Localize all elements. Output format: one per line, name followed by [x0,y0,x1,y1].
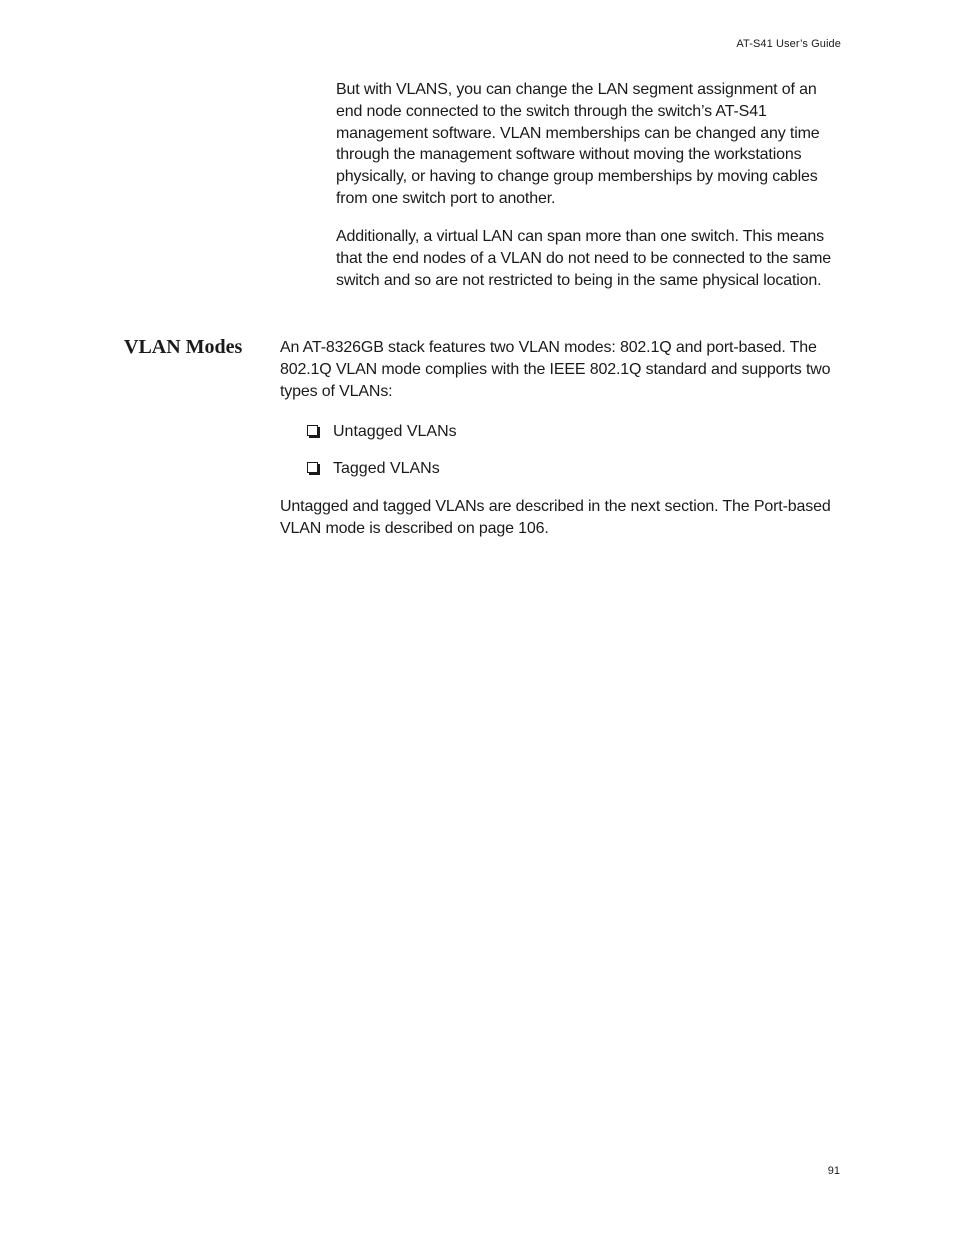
list-item-label: Untagged VLANs [333,423,457,440]
page-number: 91 [827,1165,840,1177]
running-header: AT-S41 User’s Guide [736,38,841,50]
paragraph-vlan-span: Additionally, a virtual LAN can span more than one switch. This means that the end nodes of a VLAN do not need to be connected to the same switch and so are not restricted to being in the same physical location. [336,228,832,289]
checkbox-bullet-icon [307,462,318,473]
list-item-untagged-vlans [307,421,457,443]
paragraph-vlan-modes-intro: An AT-8326GB stack features two VLAN modes: 802.1Q and port-based. The 802.1Q VLAN mode complies with the IEEE 802.1Q standard and supports two types of VLANs: [280,339,831,400]
paragraph-vlan-modes-closing: Untagged and tagged VLANs are described in the next section. The Port-based VLAN mode is described on page 106. [280,498,831,537]
section-heading-vlan-modes: VLAN Modes [124,336,243,358]
checkbox-bullet-icon [307,425,318,436]
list-item-label: Tagged VLANs [333,460,440,477]
paragraph-vlan-reassignment: But with VLANS, you can change the LAN segment assignment of an end node connected to the switch through the switch’s AT-S41 management software. VLAN memberships can be changed any time through the management software without moving the workstations physically, or having to change group memberships by moving cables from one switch port to another. [336,81,820,207]
list-item-tagged-vlans [307,458,440,480]
